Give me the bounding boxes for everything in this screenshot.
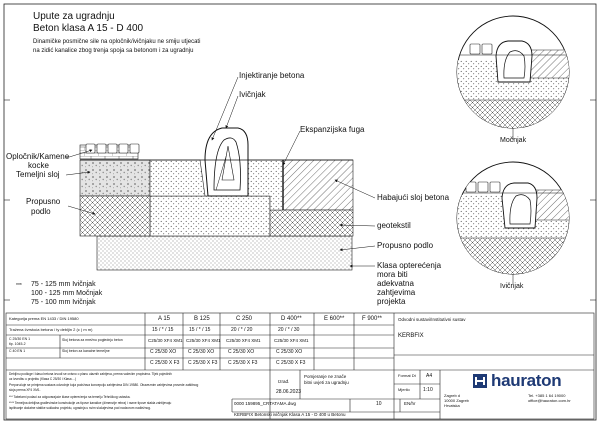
row2-c: 20 / * / 20 (231, 327, 253, 333)
scale-label: Mjerilo (398, 387, 410, 392)
legend-line-2: 100 - 125 mm Močnjak (31, 290, 103, 297)
note-2: uz izvedbu u projektu (Klasa C 25/30 i Klasa ...) (9, 377, 77, 381)
proj-note-1: Pomjeranje ne znače (304, 374, 347, 379)
drawing-number: 0000 159895_CRTATAMA.dwg (234, 401, 296, 406)
class-f900: F 900** (362, 316, 383, 322)
detail-top (455, 16, 580, 140)
company-line-2: 10000 Zagreb (444, 398, 469, 403)
label-bearing: Habajući sloj betona (377, 193, 450, 202)
format-label: Format Dt (398, 373, 416, 378)
row4-d: C 25/30 XO (276, 349, 303, 355)
table-row2-label: Tražena čvrstoća betona / ty debljin 2 (c ) m m) (9, 327, 93, 332)
legend-line-3: 75 - 100 mm Ivičnjak (31, 299, 96, 306)
row3-label-a: C 25/30 EN 1 (9, 337, 31, 341)
note-line-2: na zidić kanalice zbog trenja spoja sa betonom i za ugradnju (33, 48, 194, 54)
note-1: Debljinu podloge i klasu betona izvodi se ovisno o planu ulaznih zahtjeva, prema važećim propisima. Tijek pojedinih (9, 372, 172, 376)
label-permeable-base: Propusno podlo (377, 241, 434, 250)
label-injection: Injektiranje betona (239, 71, 305, 80)
row3-desc: Sloj betona za mrežnu poglednju beton (62, 338, 123, 342)
label-permeable-1: Propusno (26, 197, 61, 206)
class-a15: A 15 (158, 316, 171, 322)
row5-d: C 25/30 X F3 (276, 360, 306, 366)
label-permeable-2: podlo (31, 207, 51, 216)
detail-top-label: Močnjak (500, 137, 527, 144)
row4-a: C 25/30 XO (150, 349, 177, 355)
info-label: Odvodni sustavi/Institutivni sustav (398, 317, 466, 322)
row5-c: C 25/30 X F3 (228, 360, 258, 366)
row4-b: C 25/30 XO (188, 349, 215, 355)
main-cross-section (66, 77, 375, 270)
scale-value: 1:10 (423, 387, 433, 393)
language: EN/hr (404, 401, 416, 406)
legend-line-1: 75 - 125 mm Ivičnjak (31, 281, 96, 288)
company-line-3: Hrvatska (444, 403, 460, 408)
row2-b: 15 / * / 15 (189, 327, 211, 333)
hauraton-logo-icon (472, 373, 488, 389)
row4-desc: Sloj beton za kanalne temeljne (62, 349, 110, 353)
note-6: **** Temeljna debljina građevinske konstrukcije za tipove kanalice (dimenzije rebra) i razne tipove stakla zahtijevaju (9, 401, 172, 405)
class-d400: D 400** (281, 316, 302, 322)
company-email: office@hauraton.com.hr (528, 398, 571, 403)
row2-a: 15 / * / 15 (152, 327, 174, 333)
label-load-5: projekta (377, 297, 406, 306)
revision: 10 (376, 401, 382, 407)
title-line-2: Beton klasa A 15 - D 400 (33, 23, 144, 34)
note-5: *** Tabelarni podaci za odgovarajuće klase opterećenja na temelju Tehničkog ustavka. (9, 395, 131, 399)
brand-logo (472, 372, 561, 390)
note-4: sloja prema XF4 XM1. (9, 388, 41, 392)
proj-note-2: bitni uvjeti za ugradnju (304, 380, 349, 385)
row3-c: C25/30 XF4 XM1 (226, 338, 261, 343)
label-expansion-joint: Ekspanzijska fuga (300, 125, 365, 134)
row3-a: C25/30 XF4 XM1 (148, 338, 183, 343)
footer-title: KERBFIX Betonski ivičnjak Klasa A 15 - D 400 u Betonu (234, 412, 346, 417)
note-7: ispitivanje dodatne statike sukladno projektu, ugradnja u svim slučajevima pod nadzorom nadležnog. (9, 406, 151, 410)
drawn-label: Izrađ. (278, 379, 290, 384)
row4-c: C 25/30 XO (228, 349, 255, 355)
label-load-2: mora biti (377, 270, 408, 279)
title-line-1: Upute za ugradnju (33, 11, 115, 22)
company-phone: Tel. +385 1 64 19000 (528, 393, 566, 398)
row3-label-b: tip. 1045-2 (9, 342, 26, 346)
detail-bottom-label: Ivičnjak (500, 283, 524, 290)
brand-name: hauraton (491, 371, 562, 390)
label-load-1: Klasa opterećenja (377, 261, 442, 270)
class-e600: E 600** (324, 316, 345, 322)
drawn-date: 28.06.2023 (276, 389, 302, 395)
product-name: KERBFIX (398, 333, 424, 339)
note-line-1: Dinamičke posmične sile na opločnik/ivičnjaku ne smiju utjecati (33, 39, 201, 45)
label-paver-1: Opločnik/Kamene (6, 152, 70, 161)
format-value: A4 (426, 373, 433, 379)
row2-d: 20 / * / 30 (278, 327, 300, 333)
legend-marker: *** (16, 283, 22, 289)
detail-bottom (455, 162, 580, 284)
label-geotextile: geotekstil (377, 221, 411, 230)
row3-d: C25/30 XF4 XM1 (274, 338, 309, 343)
row5-b: C 25/30 X F3 (188, 360, 218, 366)
row3-b: C25/30 XF4 XM1 (186, 338, 221, 343)
company-line-1: Zagreb d (444, 393, 461, 398)
label-load-4: zahtjevima (377, 288, 416, 297)
label-base-layer: Temeljni sloj (16, 170, 60, 179)
class-b125: B 125 (194, 316, 210, 322)
note-3: Preporučuje se primjena sustava odvodnje koja podržava koncepciju zahtjevima DIN 19580. Obaveznim zahtjevima provede zaštitnog (9, 383, 199, 387)
row4-label: C 40 EN 1 (9, 349, 26, 353)
label-load-3: adekvatna (377, 279, 414, 288)
row5-a: C 25/30 X F3 (150, 360, 180, 366)
class-c250: C 250 (236, 316, 253, 322)
label-paver-2: kocke (28, 161, 49, 170)
label-curb: Ivičnjak (239, 90, 266, 99)
table-row1-label: Kategorija prema EN 1433 / DIN 19580 (9, 316, 79, 321)
